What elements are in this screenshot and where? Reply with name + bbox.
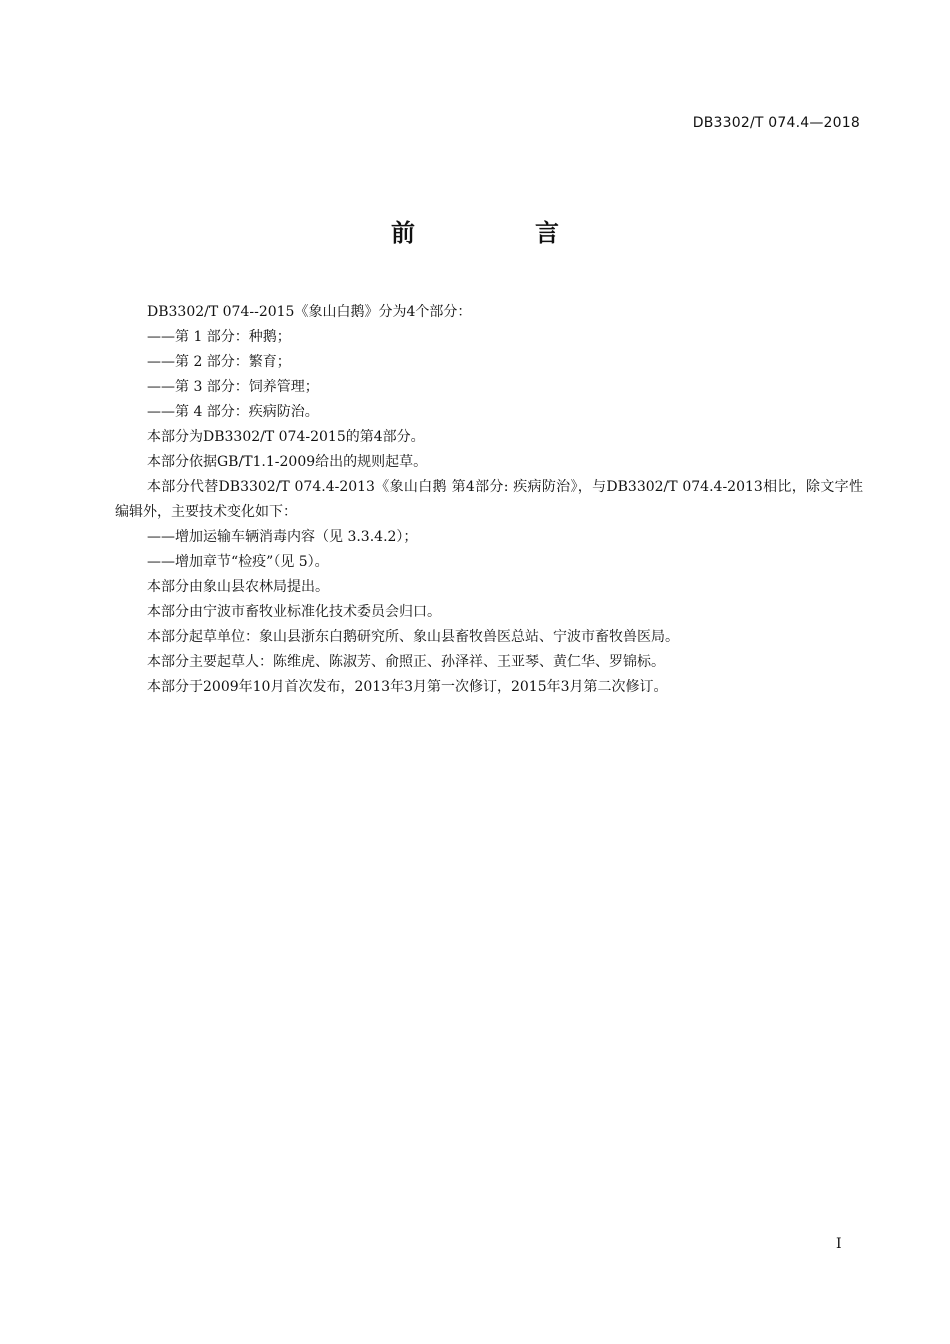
- standard-code: DB3302/T 074.4—2018: [692, 115, 860, 131]
- paragraph: 本部分于2009年10月首次发布，2013年3月第一次修订，2015年3月第二次修订。: [147, 679, 668, 695]
- foreword-body: [115, 300, 863, 700]
- page-title: 前 言: [391, 219, 607, 247]
- paragraph: DB3302/T 074--2015《象山白鹅》分为4个部分：: [147, 304, 472, 320]
- list-item: ——第 4 部分：疾病防治。: [147, 404, 319, 420]
- paragraph: 本部分主要起草人：陈维虎、陈淑芳、俞照正、孙泽祥、王亚琴、黄仁华、罗锦标。: [147, 654, 665, 670]
- page-number: I: [836, 1236, 842, 1252]
- paragraph: 本部分由象山县农林局提出。: [147, 579, 329, 595]
- paragraph: 本部分由宁波市畜牧业标准化技术委员会归口。: [147, 604, 441, 620]
- list-item: ——第 2 部分：繁育；: [147, 354, 291, 370]
- paragraph: 本部分依据GB/T1.1-2009给出的规则起草。: [147, 454, 428, 470]
- list-item: ——增加章节“检疫”（见 5）。: [147, 554, 329, 570]
- list-item: ——第 3 部分：饲养管理；: [147, 379, 319, 395]
- list-item: ——增加运输车辆消毒内容（见 3.3.4.2）；: [147, 529, 418, 545]
- paragraph: 本部分起草单位：象山县浙东白鹅研究所、象山县畜牧兽医总站、宁波市畜牧兽医局。: [147, 629, 679, 645]
- list-item: ——第 1 部分：种鹅；: [147, 329, 291, 345]
- paragraph: 本部分为DB3302/T 074-2015的第4部分。: [147, 429, 425, 445]
- paragraph: 本部分代替DB3302/T 074.4-2013《象山白鹅 第4部分: 疾病防治》，与DB3302/T 074.4-2013相比，除文字性编辑外，主要技术变化如下：: [115, 479, 863, 520]
